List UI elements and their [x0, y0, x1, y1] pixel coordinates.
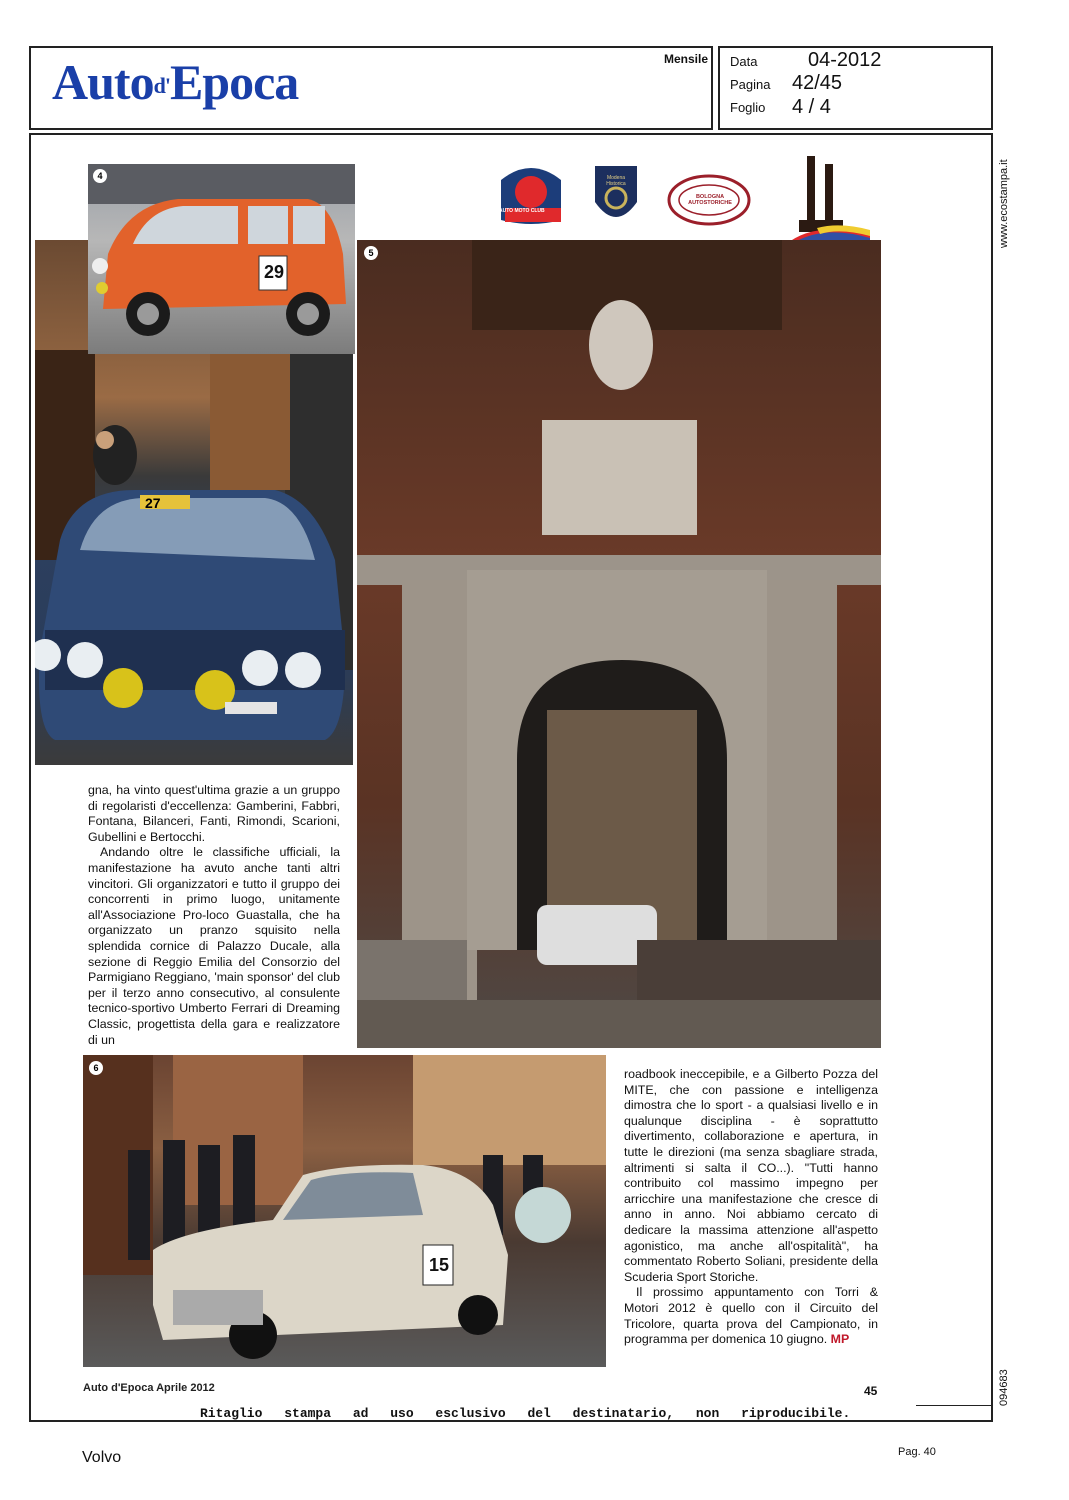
author-signature: MP	[830, 1332, 850, 1347]
photo-number-4: 4	[93, 169, 107, 183]
footer-rule	[916, 1405, 991, 1406]
code-vertical: 094683	[998, 1369, 1010, 1406]
pagina-value: 42/45	[792, 72, 843, 94]
pag-label: Pag. 40	[898, 1446, 936, 1458]
frequency-label: Mensile	[664, 52, 709, 66]
photo-number-5: 5	[364, 246, 378, 260]
col2-para2-text: Il prossimo appuntamento con Torri & Motori 2012 è quello con il Circuito del Tricolore, quarta prova del Campionato, in programma per domenica 10 giugno.	[624, 1285, 878, 1347]
foglio-label: Foglio	[730, 100, 766, 115]
magazine-footer: Auto d'Epoca Aprile 2012	[83, 1382, 215, 1394]
foglio-value: 4 / 4	[792, 96, 831, 118]
article-col1	[88, 783, 340, 1048]
data-label: Data	[730, 54, 758, 69]
race-number-15: 15	[429, 1255, 450, 1275]
modena-logo-text: Modena Historica	[606, 175, 626, 187]
brand-label: Volvo	[82, 1449, 122, 1466]
col2-para2	[624, 1285, 878, 1347]
col1-para2: Andando oltre le classifiche ufficiali, la manifestazione ha avuto anche tanti altri vincitori. Gli organizzatori e tutto il gruppo dei concorrenti in primo luogo, unitamente all'Associazione Pro-loco Guastalla, che ha organizzato un pranzo squisito nella splendida cornice di Palazzo Ducale, alla sezione di Reggio Emilia del Consorzio del Parmigiano Reggiano, 'main sponsor' del club per il terzo anno consecutivo, al consulente tecnico-sportivo Umberto Ferrari di Dreaming Classic, progettista della gara e realizzatore di un	[88, 845, 340, 1047]
photo-volvo	[83, 1055, 606, 1367]
photo-orange-mini	[88, 164, 355, 354]
bologna-logo-text: BOLOGNA AUTOSTORICHE	[688, 194, 732, 206]
website-vertical: www.ecostampa.it	[998, 159, 1010, 248]
article-col2	[624, 1067, 878, 1348]
col1-para1: gna, ha vinto quest'ultima grazie a un gruppo di regolaristi d'eccellenza: Gamberini, Fabbri, Fontana, Bilanceri, Fanti, Rimondi, Scarioni, Gubellini e Bertocchi.	[88, 783, 340, 844]
data-value: 04-2012	[808, 49, 882, 71]
club-logo-text: AUTO MOTO CLUB	[499, 208, 545, 214]
race-number-29: 29	[264, 262, 285, 282]
clipping-notice: Ritaglio stampa ad uso esclusivo del destinatario, non riproducibile.	[200, 1406, 851, 1421]
photo-castle-gate	[357, 240, 881, 1048]
page-number: 45	[864, 1384, 878, 1398]
photo-number-6: 6	[89, 1061, 103, 1075]
col2-para1: roadbook ineccepibile, e a Gilberto Pozza del MITE, che con passione e intelligenza dimostra che lo sport - a qualsiasi livello e in qualunque disciplina - è soprattutto divertimento, collaborazione e apertura, in tutte le direzioni (ma senza sbagliare strada, altrimenti si salta il CO...). "Tutti hanno contribuito col massimo impegno per arricchire una manifestazione che cresce di anno in anno. Noi abbiamo cercato di dedicare la massima attenzione all'aspetto agonistico, ma anche all'ospitalità", ha commentato Roberto Soliani, presidente della Scuderia Sport Storiche.	[624, 1067, 878, 1284]
race-number-27: 27	[145, 495, 161, 511]
magazine-logo: Auto$^{d'}$Epoca	[52, 54, 299, 110]
pagina-label: Pagina	[730, 77, 771, 92]
